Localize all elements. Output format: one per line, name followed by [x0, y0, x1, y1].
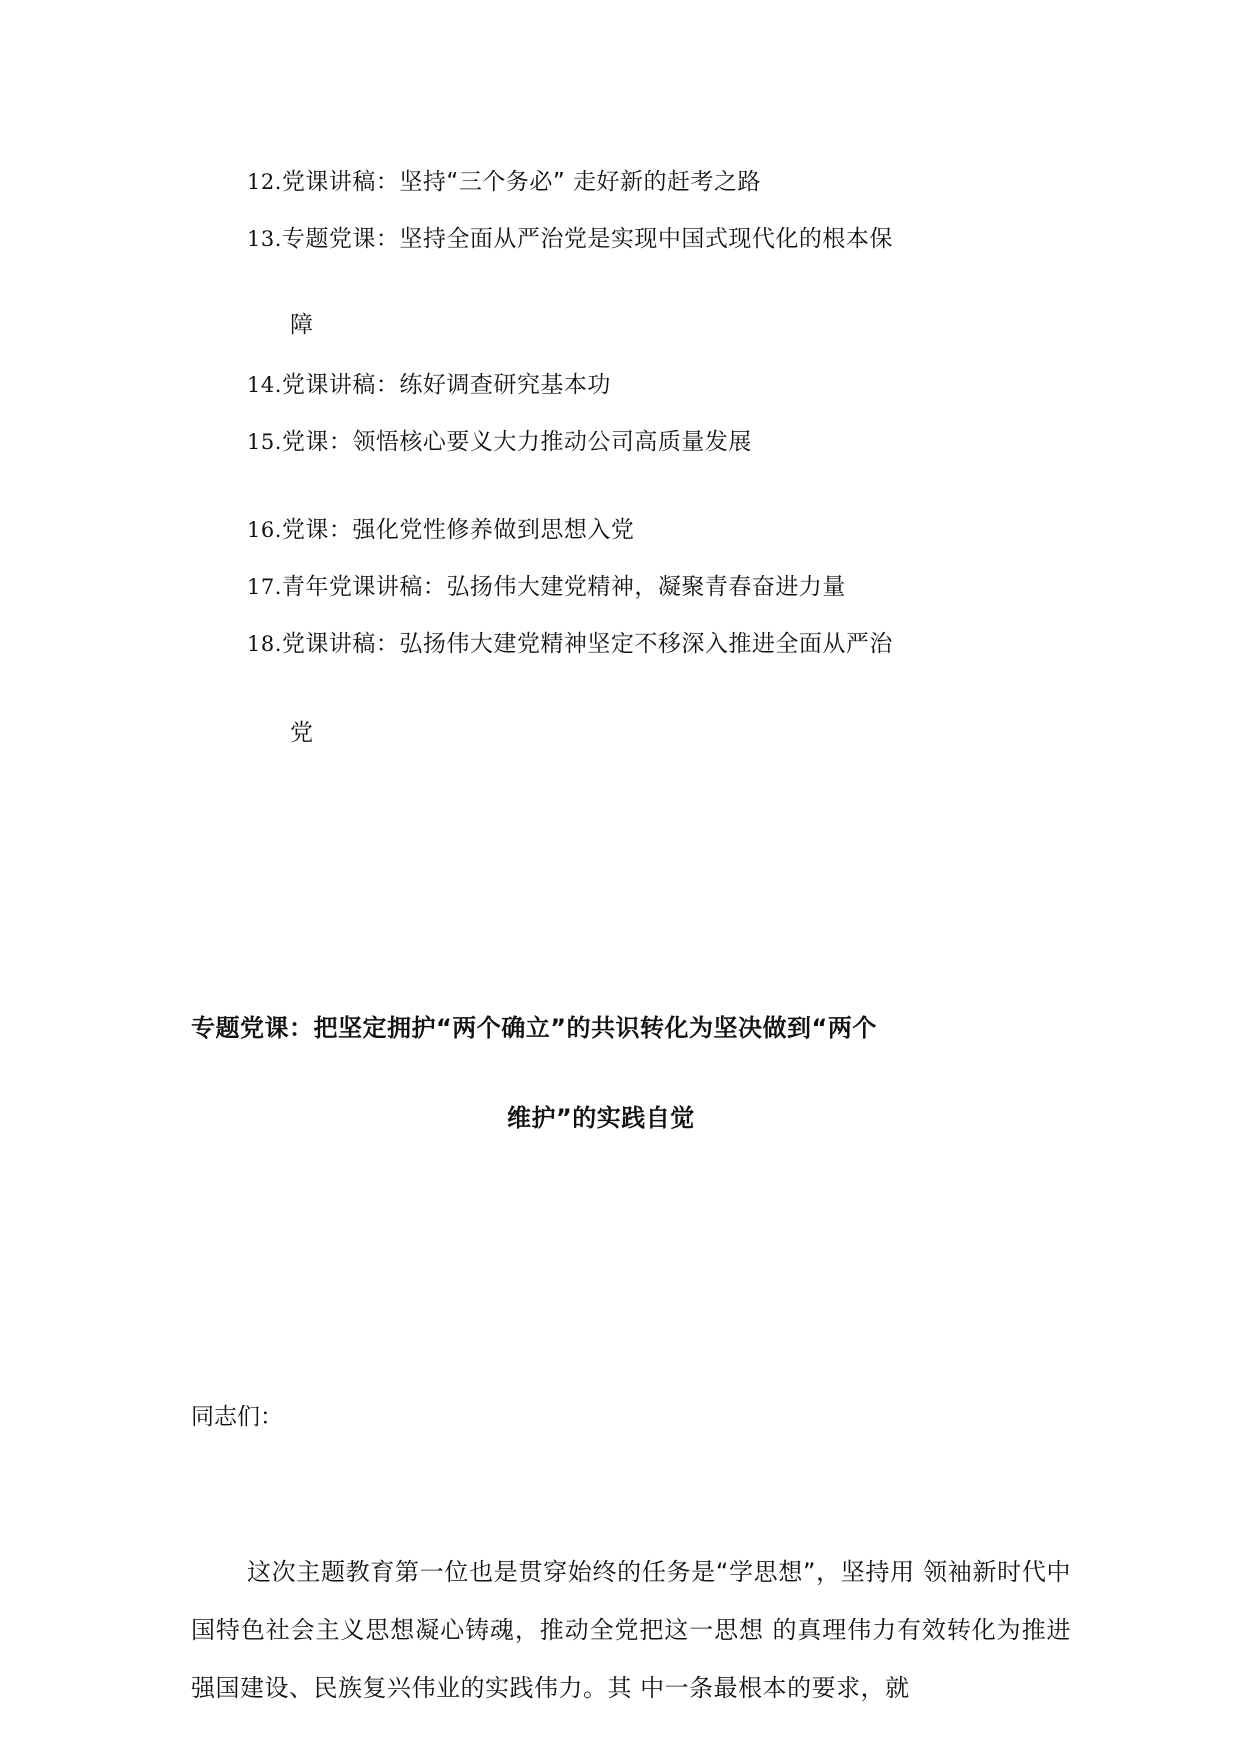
toc-item-text: 党课讲稿：弘扬伟大建党精神坚定不移深入推进全面从严治	[281, 631, 893, 657]
toc-item-number: 13.	[247, 227, 282, 251]
toc-item-number: 12.	[247, 170, 282, 194]
toc-item-text: 专题党课：坚持全面从严治党是实现中国式现代化的根本保	[281, 226, 893, 252]
article-title-line-2: 维护”的实践自觉	[507, 1104, 695, 1132]
body-paragraph: 这次主题教育第一位也是贯穿始终的任务是“学思想”，坚持用 领袖新时代中国特色社会主义思想凝心铸魂，推动全党把这一思想 的真理伟力有效转化为推进强国建设、民族复兴伟业的实践伟力。其 中一条最根本的要求，就	[191, 1558, 1071, 1702]
toc-item-text: 党课：领悟核心要义大力推动公司高质量发展	[281, 429, 752, 455]
toc-item-number: 18.	[247, 632, 282, 656]
toc-item-13-continuation: 障	[290, 312, 313, 338]
toc-item-15	[247, 427, 752, 457]
toc-item-text: 党课：强化党性修养做到思想入党	[281, 517, 635, 543]
toc-item-number: 14.	[247, 373, 282, 397]
toc-item-number: 17.	[247, 575, 282, 599]
salutation: 同志们：	[191, 1404, 283, 1430]
toc-item-14	[247, 370, 611, 400]
article-title-line-1: 专题党课：把坚定拥护“两个确立”的共识转化为坚决做到“两个	[191, 1014, 877, 1042]
toc-item-text: 青年党课讲稿：弘扬伟大建党精神，凝聚青春奋进力量	[281, 574, 846, 600]
toc-item-number: 16.	[247, 518, 282, 542]
toc-item-text: 党课讲稿：练好调查研究基本功	[281, 372, 611, 398]
toc-item-text: 党课讲稿：坚持“三个务必” 走好新的赶考之路	[281, 169, 762, 195]
toc-item-number: 15.	[247, 430, 282, 454]
toc-item-18-continuation: 党	[290, 720, 313, 746]
toc-item-16	[247, 515, 634, 545]
toc-item-13	[247, 224, 893, 254]
toc-item-17	[247, 572, 846, 602]
toc-item-12	[247, 167, 761, 197]
toc-item-18	[247, 629, 893, 659]
